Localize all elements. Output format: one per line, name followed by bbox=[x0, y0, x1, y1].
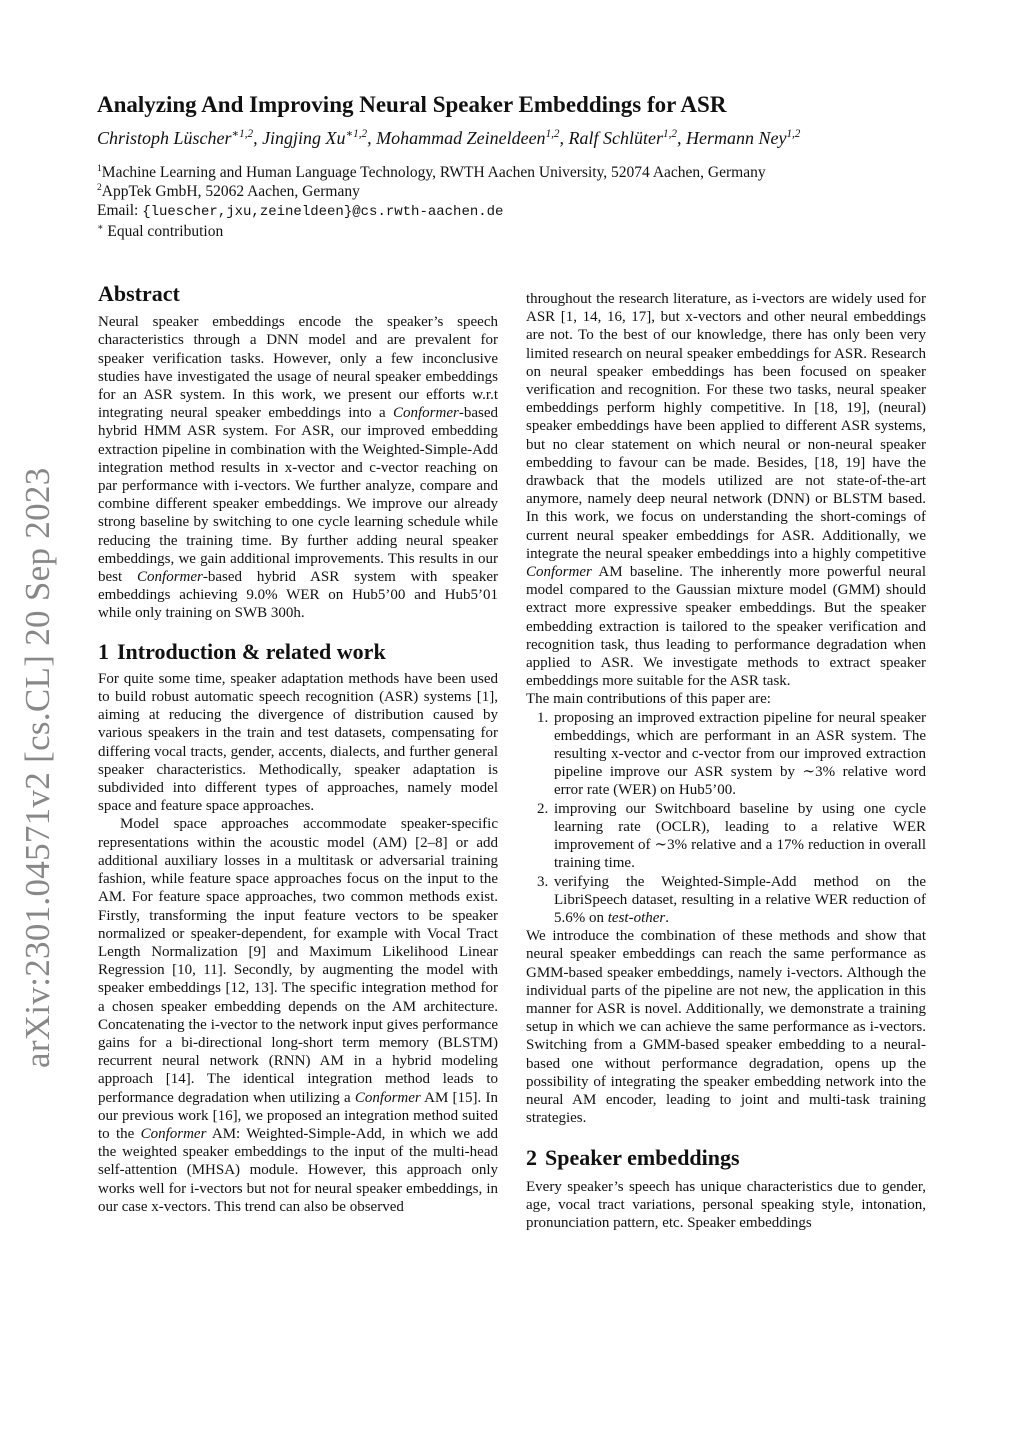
contributions-intro: The main contributions of this paper are: bbox=[526, 691, 771, 708]
equal-text: Equal contribution bbox=[103, 223, 224, 240]
intro-paragraph-continued bbox=[526, 290, 926, 690]
author-name: Ralf Schlüter bbox=[568, 128, 663, 148]
author-name: Hermann Ney bbox=[685, 128, 787, 148]
left-column bbox=[98, 281, 499, 1216]
paragraph-text: AM: Weighted-Simple-Add, in which we add the weighted speaker embeddings to the input of the multi-head self-attention (MHSA) module. However, this approach only works well for i-vectors but not for neural speaker embeddings, in our case x-vectors. This trend can also be observed bbox=[98, 1125, 498, 1215]
abstract-em: Conformer bbox=[393, 405, 459, 422]
author-affil: 1,2 bbox=[545, 128, 560, 140]
list-em: test-other bbox=[607, 909, 666, 926]
affiliation-line bbox=[97, 182, 766, 201]
contribution-item bbox=[552, 873, 926, 928]
section-number: 1 bbox=[98, 638, 109, 664]
contributions-list bbox=[526, 709, 926, 927]
email-label: Email: bbox=[97, 202, 143, 219]
paragraph-em: Conformer bbox=[140, 1125, 207, 1142]
section-heading-intro bbox=[98, 638, 498, 664]
abstract-body bbox=[98, 313, 498, 622]
right-column bbox=[526, 290, 926, 1232]
author-list: Christoph Lüscher$^{∗1,2}$, Jingjing $Xu^{∗1,2}$, Mohammad Zeineldeen$^{1,2}$, Ralf Schlüter$^{1,2}$, Hermann Ney$^{1,2}$ bbox=[97, 128, 801, 148]
abstract-text: Neural speaker embeddings encode the speaker’s speech characteristics through a DNN model and are prevalent for speaker verification tasks. However, only a few inconclusive studies have investigated the usage of neural speaker embeddings for an ASR system. In this work, we present our efforts w.r.t integrating neural speaker embeddings into a bbox=[98, 314, 498, 422]
author-affil: ∗1,2 bbox=[231, 128, 254, 140]
paper-title: Analyzing And Improving Neural Speaker Embeddings for ASR bbox=[97, 92, 727, 117]
author-name: Jingjing Xu bbox=[262, 128, 346, 148]
author-name: Christoph Lüscher bbox=[97, 128, 232, 148]
abstract-text: -based hybrid ASR system with speaker embeddings achieving 9.0% WER on Hub5’00 and Hub5’01 while only training on SWB 300h. bbox=[98, 569, 498, 622]
intro-paragraph bbox=[98, 815, 498, 1215]
affil-number: 1 bbox=[97, 162, 102, 174]
abstract-em: Conformer bbox=[137, 569, 203, 586]
affil-number: 2 bbox=[97, 181, 102, 193]
section-heading-speaker-embeddings bbox=[526, 1145, 926, 1171]
affil-text: Machine Learning and Human Language Technology, RWTH Aachen University, 52074 Aachen, Germany bbox=[101, 164, 766, 181]
email-address[interactable]: {luescher,jxu,zeineldeen}@cs.rwth-aachen.de bbox=[142, 204, 504, 220]
paragraph-text: AM baseline. The inherently more powerful neural model compared to the Gaussian mixture model (GMM) should extract more expressive speaker embeddings. But the speaker embedding extraction is tailored to the speaker verification and recognition task, thus leading to performance degradation when applied to ASR. We investigate methods to extract speaker embeddings more suitable for the ASR task. bbox=[526, 564, 926, 690]
section-number: 2 bbox=[526, 1145, 537, 1171]
list-text: verifying the Weighted-Simple-Add method on the LibriSpeech dataset, resulting in a relative WER reduction of 5.6% on bbox=[554, 873, 926, 926]
section2-paragraph: Every speaker’s speech has unique characteristics due to gender, age, vocal tract variations, personal speaking style, intonation, pronunciation pattern, etc. Speaker embeddings bbox=[526, 1178, 926, 1231]
paragraph-text: AM [15]. In our previous work [16], we proposed an integration method suited to the bbox=[98, 1089, 499, 1142]
intro-paragraph: For quite some time, speaker adaptation methods have been used to build robust automatic speech recognition (ASR) systems [1], aiming at reducing the divergence of distribution caused by various speakers in the train and test datasets, compensating for differing vocal tracts, gender, accents, dialects, and further general speaker characteristics. Methodically, speaker adaptation is subdivided into different types of approaches, namely model space and feature space approaches. bbox=[98, 670, 498, 815]
equal-mark: ∗ bbox=[97, 221, 104, 233]
section-title: Introduction & related work bbox=[117, 638, 386, 664]
author-name: Mohammad Zeineldeen bbox=[376, 128, 546, 148]
intro-paragraph: We introduce the combination of these methods and show that neural speaker embeddings can reach the same performance as GMM-based speaker embeddings, namely i-vectors. Although the individual parts of the pipeline are not new, the application in this manner for ASR is novel. Additionally, we demonstrate a training setup in which we can achieve the same performance as i-vectors. Switching from a GMM-based speaker embedding to a neural-based one without performance degradation, opens up the possibility of integrating the speaker embedding network into the neural AM encoder, leading to joint and multi-task training strategies. bbox=[526, 928, 926, 1127]
author-affil: ∗1,2 bbox=[345, 128, 368, 140]
author-affil: 1,2 bbox=[663, 128, 677, 140]
section-title: Speaker embeddings bbox=[545, 1145, 740, 1171]
paragraph-text: Model space approaches accommodate speaker-specific representations within the acoustic model (AM) [2–8] or add additional auxiliary losses in a multitask or adversarial training fashion, while feature space approaches focus on the input to the AM. For feature space approaches, two common methods exist. Firstly, transforming the input feature vectors to be speaker normalized or speaker-dependent, for example with Vocal Tract Length Normalization [9] and Maximum Likelihood Linear Regression [10, 11]. Secondly, by augmenting the model with speaker embeddings [12, 13]. The specific integration method for a chosen speaker embedding depends on the AM architecture. Concatenating the i-vector to the network input gives performance gains for a bi-directional long-short term memory (BLSTM) recurrent neural network (RNN) AM in a hybrid modeling approach [14]. The identical integration method leads to performance degradation when utilizing a bbox=[98, 816, 498, 1106]
equal-contribution-note bbox=[97, 222, 766, 241]
list-text: . bbox=[665, 909, 669, 926]
contribution-item: 2. improving our Switchboard baseline by using one cycle learning rate (OCLR), leading to a relative WER improvement of ∼3% relative and a 17% reduction in overall training time. bbox=[552, 800, 926, 873]
affil-text: AppTek GmbH, 52062 Aachen, Germany bbox=[101, 183, 360, 200]
paragraph-em: Conformer bbox=[354, 1089, 421, 1106]
affiliation-line bbox=[97, 163, 766, 182]
abstract-heading: Abstract bbox=[98, 281, 180, 306]
arxiv-identifier: arXiv:2301.04571v2 [cs.CL] 20 Sep 2023 bbox=[18, 467, 57, 1068]
paragraph-text: throughout the research literature, as i-vectors are widely used for ASR [1, 14, 16, 17], but x-vectors and other neural embeddings are not. To the best of our knowledge, there has only been very limited research on neural speaker embeddings for ASR. Research on neural speaker embeddings has been focused on speaker verification and recognition. For these two tasks, neural speaker embeddings perform highly competitive. In [18, 19], (neural) speaker embeddings have been applied to different ASR systems, but no clear statement on which neural or non-neural speaker embedding to favour can be made. Besides, [18, 19] have the drawback that the models utilized are not state-of-the-art anymore, namely deep neural network (DNN) or BLSTM based. In this work, we focus on understanding the short-comings of current neural speaker embeddings for ASR. Additionally, we integrate the neural speaker embeddings into a highly competitive bbox=[526, 291, 926, 562]
affiliations bbox=[97, 163, 766, 241]
author-affil: 1,2 bbox=[786, 128, 801, 140]
abstract-text: -based hybrid HMM ASR system. For ASR, our improved embedding extraction pipeline in combination with the Weighted-Simple-Add integration method results in x-vector and c-vector reaching on par performance with i-vectors. We further analyze, compare and combine different speaker embeddings. We improve our already strong baseline by switching to one cycle learning schedule while reducing the training time. By further adding neural speaker embeddings, we gain additional improvements. This results in our best bbox=[98, 405, 498, 586]
paragraph-em: Conformer bbox=[526, 564, 592, 581]
contribution-item: 1. proposing an improved extraction pipeline for neural speaker embeddings, which are performant in an ASR system. The resulting x-vector and c-vector from our improved extraction pipeline improve our ASR system by ∼3% relative word error rate (WER) on Hub5’00. bbox=[552, 709, 926, 800]
email-line bbox=[97, 201, 766, 222]
